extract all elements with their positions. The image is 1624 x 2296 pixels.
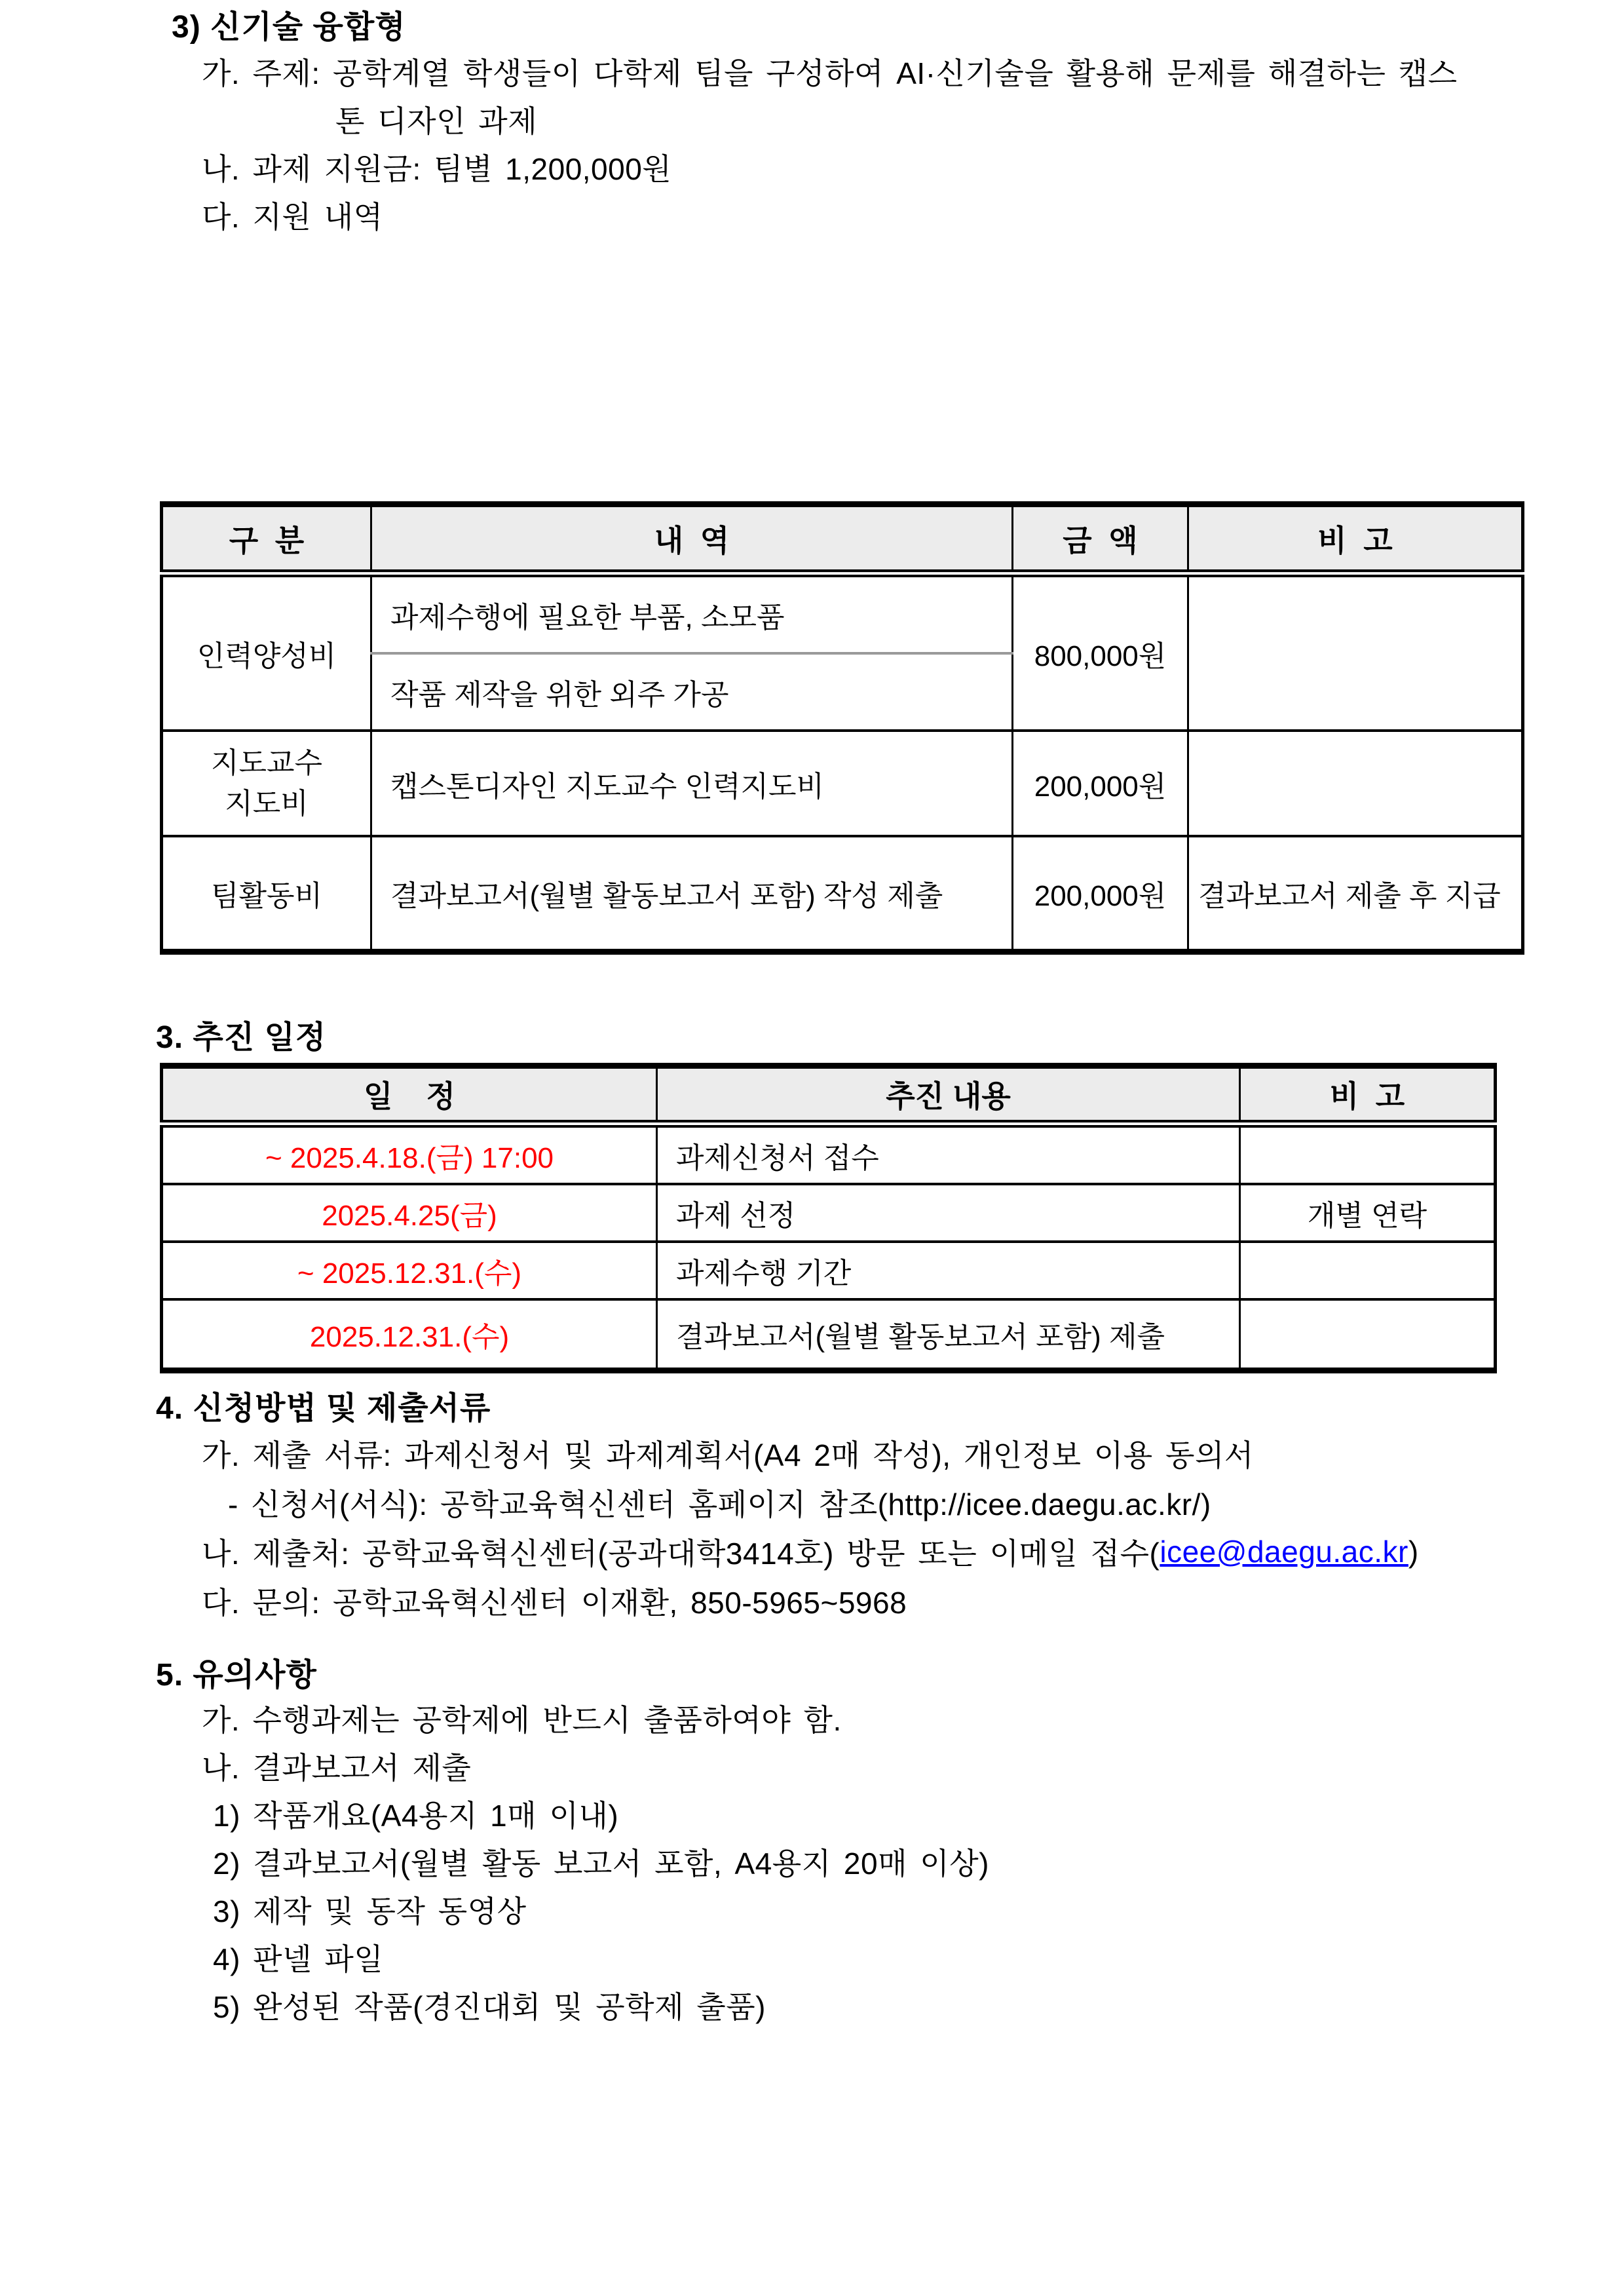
schedule-header-row bbox=[162, 1066, 1496, 1124]
section5-heading: 5. 유의사항 bbox=[156, 1658, 317, 1693]
support-table-header-row bbox=[162, 505, 1523, 574]
schedule-row4-date: 2025.12.31.(수) bbox=[162, 1299, 657, 1371]
section-notes bbox=[0, 1650, 1624, 2029]
support-r2-note bbox=[1188, 731, 1523, 836]
schedule-row4-note bbox=[1240, 1299, 1496, 1371]
table-row bbox=[162, 731, 1523, 836]
table-row bbox=[162, 1299, 1496, 1371]
schedule-row1-note bbox=[1240, 1124, 1496, 1184]
table-row bbox=[162, 1124, 1496, 1184]
section-application bbox=[0, 1381, 1624, 1625]
section4-item-b-prefix: 나. 제출처: 공학교육혁신센터(공과대학3414호) 방문 또는 이메일 접수( bbox=[202, 1536, 1160, 1571]
section5-item-b: 나. 결과보고서 제출 bbox=[202, 1750, 472, 1785]
section4-item-b bbox=[0, 1527, 1624, 1576]
schedule-table bbox=[160, 1063, 1497, 1373]
section3-item-a-line1: 가. 주제: 공학계열 학생들이 다학제 팀을 구성하여 AI·신기술을 활용해 문제를 해결하는 캡스 bbox=[202, 56, 1458, 90]
table-row bbox=[162, 836, 1523, 952]
schedule-header-date: 일 정 bbox=[162, 1066, 657, 1124]
section-new-tech bbox=[0, 0, 1624, 239]
section4-item-c: 다. 문의: 공학교육혁신센터 이재환, 850-5965~5968 bbox=[202, 1585, 907, 1620]
schedule-header-note: 비 고 bbox=[1240, 1066, 1496, 1124]
section5-subitem-1: 1) 작품개요(A4용지 1매 이내) bbox=[213, 1798, 619, 1833]
schedule-row2-note: 개별 연락 bbox=[1240, 1184, 1496, 1242]
support-r3-amount: 200,000원 bbox=[1013, 836, 1188, 952]
section4-item-b-suffix: ) bbox=[1408, 1534, 1419, 1569]
table-row bbox=[162, 1184, 1496, 1242]
schedule-row4-content: 결과보고서(월별 활동보고서 포함) 제출 bbox=[657, 1299, 1240, 1371]
support-header-note: 비 고 bbox=[1188, 505, 1523, 574]
section4-item-a-sub: - 신청서(서식): 공학교육혁신센터 홈페이지 참조(http://icee.daegu.ac.kr/) bbox=[228, 1487, 1211, 1521]
section5-subitem-4: 4) 판넬 파일 bbox=[213, 1942, 384, 1976]
support-r1-category: 인력양성비 bbox=[162, 573, 371, 731]
section3-item-b: 나. 과제 지원금: 팀별 1,200,000원 bbox=[202, 151, 672, 186]
section5-subitem-5: 5) 완성된 작품(경진대회 및 공학제 출품) bbox=[213, 1989, 766, 2024]
support-r2-amount: 200,000원 bbox=[1013, 731, 1188, 836]
schedule-row3-note bbox=[1240, 1242, 1496, 1299]
support-r1-note bbox=[1188, 573, 1523, 731]
support-r3-category: 팀활동비 bbox=[162, 836, 371, 952]
section5-subitem-3: 3) 제작 및 동작 동영상 bbox=[213, 1894, 527, 1928]
section4-heading: 4. 신청방법 및 제출서류 bbox=[156, 1390, 491, 1426]
schedule-row1-content: 과제신청서 접수 bbox=[657, 1124, 1240, 1184]
schedule-row1-date: ~ 2025.4.18.(금) 17:00 bbox=[162, 1124, 657, 1184]
support-r3-note: 결과보고서 제출 후 지급 bbox=[1188, 836, 1523, 952]
schedule-row2-date: 2025.4.25(금) bbox=[162, 1184, 657, 1242]
section3-heading: 3) 신기술 융합형 bbox=[172, 9, 406, 45]
support-r2-category-line1: 지도교수 bbox=[210, 746, 322, 779]
support-r1-detail2: 작품 제작을 위한 외주 가공 bbox=[371, 653, 1013, 731]
support-header-amount: 금 액 bbox=[1013, 505, 1188, 574]
section3-item-a-line2: 톤 디자인 과제 bbox=[335, 104, 538, 138]
section4-item-a: 가. 제출 서류: 과제신청서 및 과제계획서(A4 2매 작성), 개인정보 이용 동의서 bbox=[202, 1438, 1254, 1472]
support-detail-table bbox=[160, 501, 1524, 955]
support-header-detail: 내 역 bbox=[371, 505, 1013, 574]
table-row bbox=[162, 573, 1523, 653]
schedule-header-content: 추진 내용 bbox=[657, 1066, 1240, 1124]
support-r1-amount: 800,000원 bbox=[1013, 573, 1188, 731]
section5-item-a: 가. 수행과제는 공학제에 반드시 출품하여야 함. bbox=[202, 1702, 842, 1737]
email-link[interactable]: icee@daegu.ac.kr bbox=[1160, 1534, 1408, 1569]
support-r2-category bbox=[162, 731, 371, 836]
section3-item-c: 다. 지원 내역 bbox=[202, 199, 383, 234]
support-header-category: 구 분 bbox=[162, 505, 371, 574]
schedule-row3-date: ~ 2025.12.31.(수) bbox=[162, 1242, 657, 1299]
schedule-row2-content: 과제 선정 bbox=[657, 1184, 1240, 1242]
table-row bbox=[162, 1242, 1496, 1299]
section5-subitem-2: 2) 결과보고서(월별 활동 보고서 포함, A4용지 20매 이상) bbox=[213, 1846, 989, 1881]
support-r3-detail: 결과보고서(월별 활동보고서 포함) 작성 제출 bbox=[371, 836, 1013, 952]
support-r2-category-line2: 지도비 bbox=[225, 787, 309, 820]
schedule-row3-content: 과제수행 기간 bbox=[657, 1242, 1240, 1299]
support-r2-detail: 캡스톤디자인 지도교수 인력지도비 bbox=[371, 731, 1013, 836]
schedule-heading: 3. 추진 일정 bbox=[156, 1020, 327, 1055]
support-r1-detail1: 과제수행에 필요한 부품, 소모품 bbox=[371, 573, 1013, 653]
